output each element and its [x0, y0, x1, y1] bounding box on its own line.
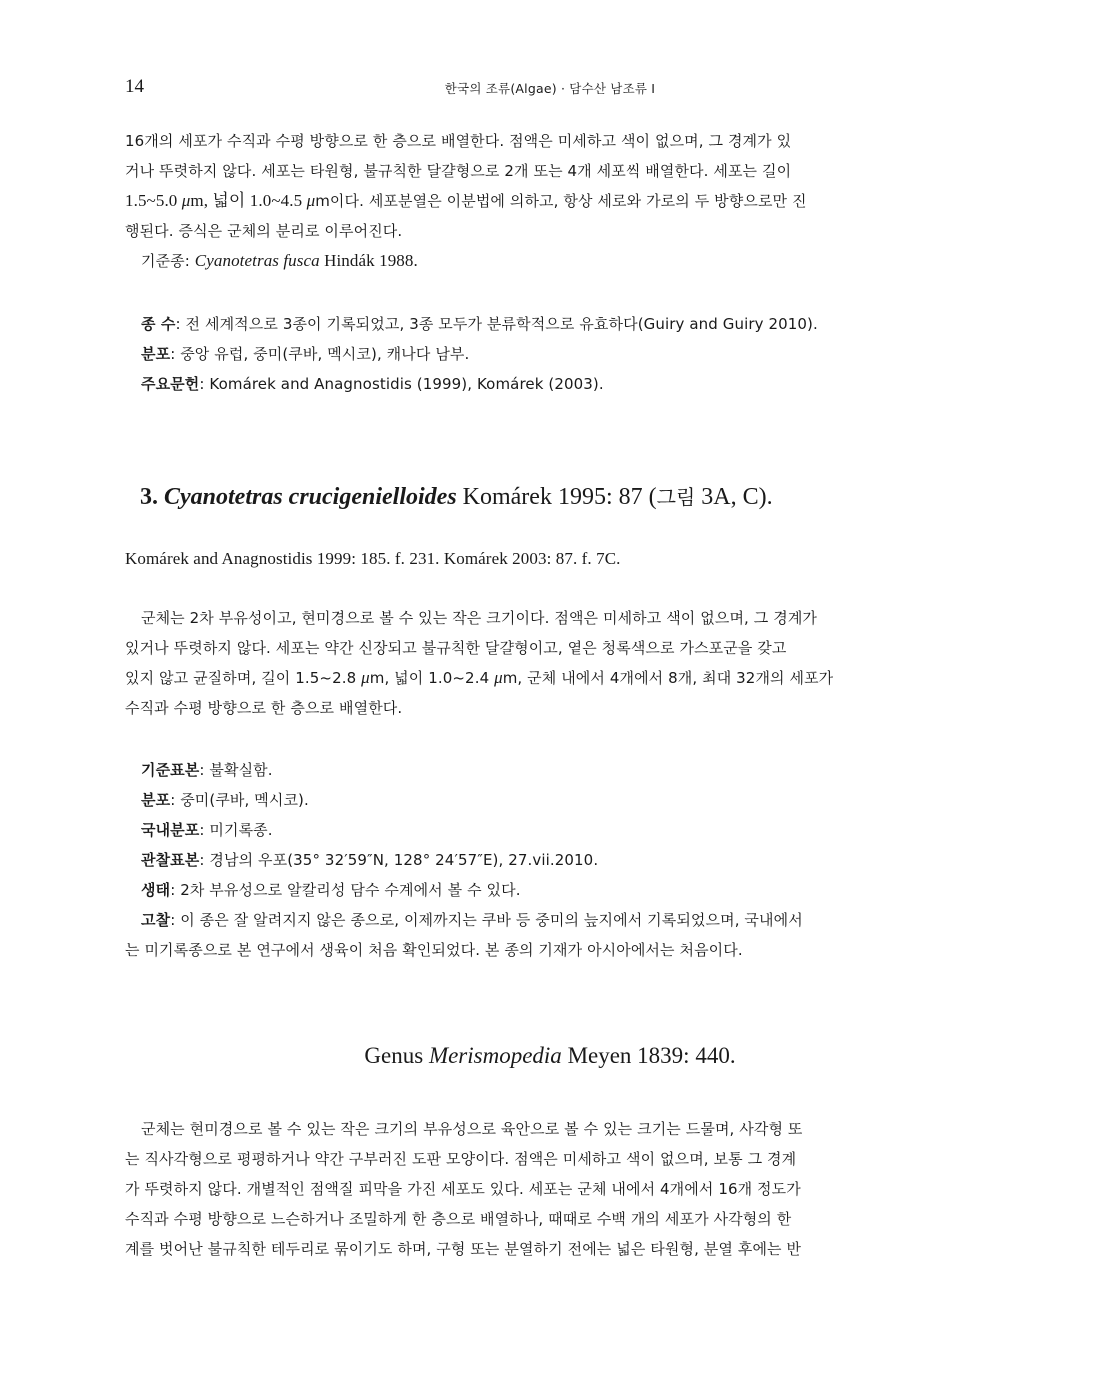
- species-citations: Komárek and Anagnostidis 1999: 185. f. 231. Komárek 2003: 87. f. 7C.: [125, 549, 621, 568]
- text-line: 있거나 뚜렷하지 않다. 세포는 약간 신장되고 불규칙한 달걀형이고, 옅은 청록색으로 가스포군을 갖고: [125, 639, 787, 657]
- species-number: 3.: [140, 484, 158, 510]
- type-specimen: 기준표본: 불확실함.: [141, 761, 273, 779]
- species-fields: [125, 755, 975, 965]
- distribution: 분포: 중앙 유럽, 중미(쿠바, 멕시코), 캐나다 남부.: [141, 345, 470, 363]
- remarks-continued: 는 미기록종으로 본 연구에서 생육이 처음 확인되었다. 본 종의 기재가 아시아에서는 처음이다.: [125, 941, 743, 959]
- figure-ref: 그림: [656, 485, 696, 509]
- text-line: 거나 뚜렷하지 않다. 세포는 타원형, 불규칙한 달걀형으로 2개 또는 4개 세포씩 배열한다. 세포는 길이: [125, 162, 792, 180]
- text-line: 는 직사각형으로 평평하거나 약간 구부러진 도판 모양이다. 점액은 미세하고 색이 없으며, 보통 그 경계: [125, 1150, 797, 1168]
- genus-name: Merismopedia: [428, 1043, 562, 1068]
- figure-ids: 3A, C).: [695, 484, 773, 510]
- text-line: 행된다. 증식은 군체의 분리로 이루어진다.: [125, 222, 403, 240]
- text-line: 수직과 수평 방향으로 느슨하거나 조밀하게 한 층으로 배열하나, 때때로 수백 개의 세포가 사각형의 한: [125, 1210, 792, 1228]
- remarks: 고찰: 이 종은 잘 알려지지 않은 종으로, 이제까지는 쿠바 등 중미의 늪지에서 기록되었으며, 국내에서: [141, 911, 803, 929]
- genus-cyanotetras-fields: [125, 309, 975, 399]
- references: 주요문헌: Komárek and Anagnostidis (1999), Komárek (2003).: [141, 375, 604, 393]
- species-distribution: 분포: 중미(쿠바, 멕시코).: [141, 791, 309, 809]
- text-line: 16개의 세포가 수직과 수평 방향으로 한 층으로 배열한다. 점액은 미세하고 색이 없으며, 그 경계가 있: [125, 132, 792, 150]
- examined-specimen: 관찰표본: 경남의 우포(35° 32′59″N, 128° 24′57″E), 27.vii.2010.: [141, 851, 599, 869]
- species-author: Komárek 1995: 87 (: [456, 484, 657, 510]
- genus-heading: Genus Merismopedia Meyen 1839: 440.: [364, 1043, 736, 1068]
- running-title: 한국의 조류(Algae) · 담수산 남조류 I: [444, 81, 656, 96]
- text-line: 가 뚜렷하지 않다. 개별적인 점액질 피막을 가진 세포도 있다. 세포는 군체 내에서 4개에서 16개 정도가: [125, 1180, 801, 1198]
- page-header: [125, 76, 975, 100]
- species-name: Cyanotetras crucigenielloides: [164, 484, 457, 510]
- number-of-species: 종 수: 전 세계적으로 3종이 기록되었고, 3종 모두가 분류학적으로 유효하다(Guiry and Guiry 2010).: [141, 315, 818, 333]
- genus-merismopedia-description: [125, 1114, 975, 1264]
- page-number: 14: [125, 76, 144, 97]
- genus-cyanotetras-description: [125, 126, 975, 276]
- korean-distribution: 국내분포: 미기록종.: [141, 821, 273, 839]
- species-description: [125, 603, 975, 723]
- text-line: 계를 벗어난 불규칙한 테두리로 묶이기도 하며, 구형 또는 분열하기 전에는 넓은 타원형, 분열 후에는 반: [125, 1240, 802, 1258]
- text-line: 군체는 2차 부유성이고, 현미경으로 볼 수 있는 작은 크기이다. 점액은 미세하고 색이 없으며, 그 경계가: [141, 609, 818, 627]
- text-line: 군체는 현미경으로 볼 수 있는 작은 크기의 부유성으로 육안으로 볼 수 있는 크기는 드물며, 사각형 또: [141, 1120, 803, 1138]
- text-line: 있지 않고 균질하며, 길이 1.5~2.8 μm, 넓이 1.0~2.4 μm, 군체 내에서 4개에서 8개, 최대 32개의 세포가: [125, 668, 834, 687]
- text-line: 수직과 수평 방향으로 한 층으로 배열한다.: [125, 699, 403, 717]
- ecology: 생태: 2차 부유성으로 알칼리성 담수 수계에서 볼 수 있다.: [141, 881, 521, 899]
- species-heading: [140, 481, 773, 511]
- type-species: 기준종: Cyanotetras fusca Hindák 1988.: [141, 251, 418, 270]
- text-line: 1.5~5.0 μm, 넓이 1.0~4.5 μm이다. 세포분열은 이분법에 의하고, 항상 세로와 가로의 두 방향으로만 진: [125, 191, 807, 210]
